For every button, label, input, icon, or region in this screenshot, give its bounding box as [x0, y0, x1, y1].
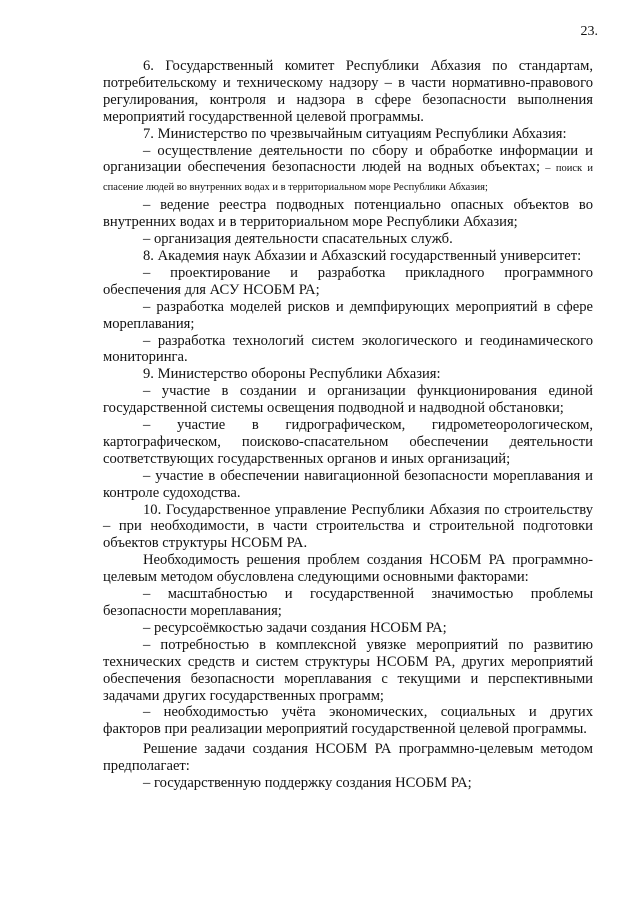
- document-body: [103, 58, 593, 792]
- paragraph-item-9: 9. Министерство обороны Республики Абхазия:: [143, 366, 441, 383]
- paragraph-bullet: – разработка моделей рисков и демпфирующих мероприятий в сфере мореплавания;: [103, 298, 593, 332]
- paragraph-solution-intro: Решение задачи создания НСОБМ РА программно-целевым методом предполагает:: [103, 741, 593, 775]
- paragraph-bullet: – ведение реестра подводных потенциально опасных объектов во внутренних водах и в территориальном море Республики Абхазия;: [103, 197, 593, 231]
- paragraph-item-10: 10. Государственное управление Республики Абхазия по строительству – при необходимости, в части строительства и строительной подготовки объектов структуры НСОБМ РА.: [103, 501, 593, 552]
- paragraph-bullet: – участие в гидрографическом, гидрометеорологическом, картографическом, поисково-спасательном обеспечении деятельности соответствующих государственных органов и иных организаций;: [103, 417, 593, 467]
- paragraph-bullet: – потребностью в комплексной увязке мероприятий по развитию технических средств и систем структуры НСОБМ РА, других мероприятий обеспечения безопасности мореплавания с текущими и перспективными задачами других государственных программ;: [103, 636, 593, 704]
- paragraph-bullet: – участие в создании и организации функционирования единой государственной системы освещения подводной и надводной обстановки;: [103, 383, 593, 417]
- paragraph-bullet: – ресурсоёмкостью задачи создания НСОБМ РА;: [143, 619, 447, 636]
- paragraph-item-8: 8. Академия наук Абхазии и Абхазский государственный университет:: [143, 247, 582, 264]
- paragraph-bullet: – необходимостью учёта экономических, социальных и других факторов при реализации мероприятий государственной целевой программы.: [103, 704, 593, 738]
- paragraph-bullet: – участие в обеспечении навигационной безопасности мореплавания и контроле судоходства.: [103, 467, 593, 501]
- paragraph-item-7: 7. Министерство по чрезвычайным ситуациям Республики Абхазия:: [143, 125, 567, 142]
- paragraph-item-6: 6. Государственный комитет Республики Абхазия по стандартам, потребительскому и техническому надзору – в части нормативно-правового регулирования, контроля и надзора в сфере безопасности выполнения мероприятий государственной целевой программы.: [103, 58, 593, 125]
- paragraph-bullet: – проектирование и разработка прикладного программного обеспечения для АСУ НСОБМ РА;: [103, 264, 593, 298]
- paragraph-bullet: – осуществление деятельности по сбору и обработке информации и организации обеспечения безопасности людей на водных объектах; – поиск и спасение людей во внутренних водах и в территориальном море Республики Абхазия;: [103, 142, 593, 194]
- paragraph-bullet: – масштабностью и государственной значимостью проблемы безопасности мореплавания;: [103, 586, 593, 619]
- paragraph-bullet: – разработка технологий систем экологического и геодинамического мониторинга.: [103, 332, 593, 366]
- paragraph-factors-intro: Необходимость решения проблем создания НСОБМ РА программно-целевым методом обусловлена следующими основными факторами:: [103, 552, 593, 586]
- small-text-insert: – поиск и спасение людей во внутренних водах и в территориальном море Республики Абхазия;: [103, 163, 593, 194]
- paragraph-bullet: – государственную поддержку создания НСОБМ РА;: [143, 775, 472, 792]
- page-number: 23.: [580, 24, 598, 39]
- paragraph-bullet: – организация деятельности спасательных служб.: [143, 231, 453, 248]
